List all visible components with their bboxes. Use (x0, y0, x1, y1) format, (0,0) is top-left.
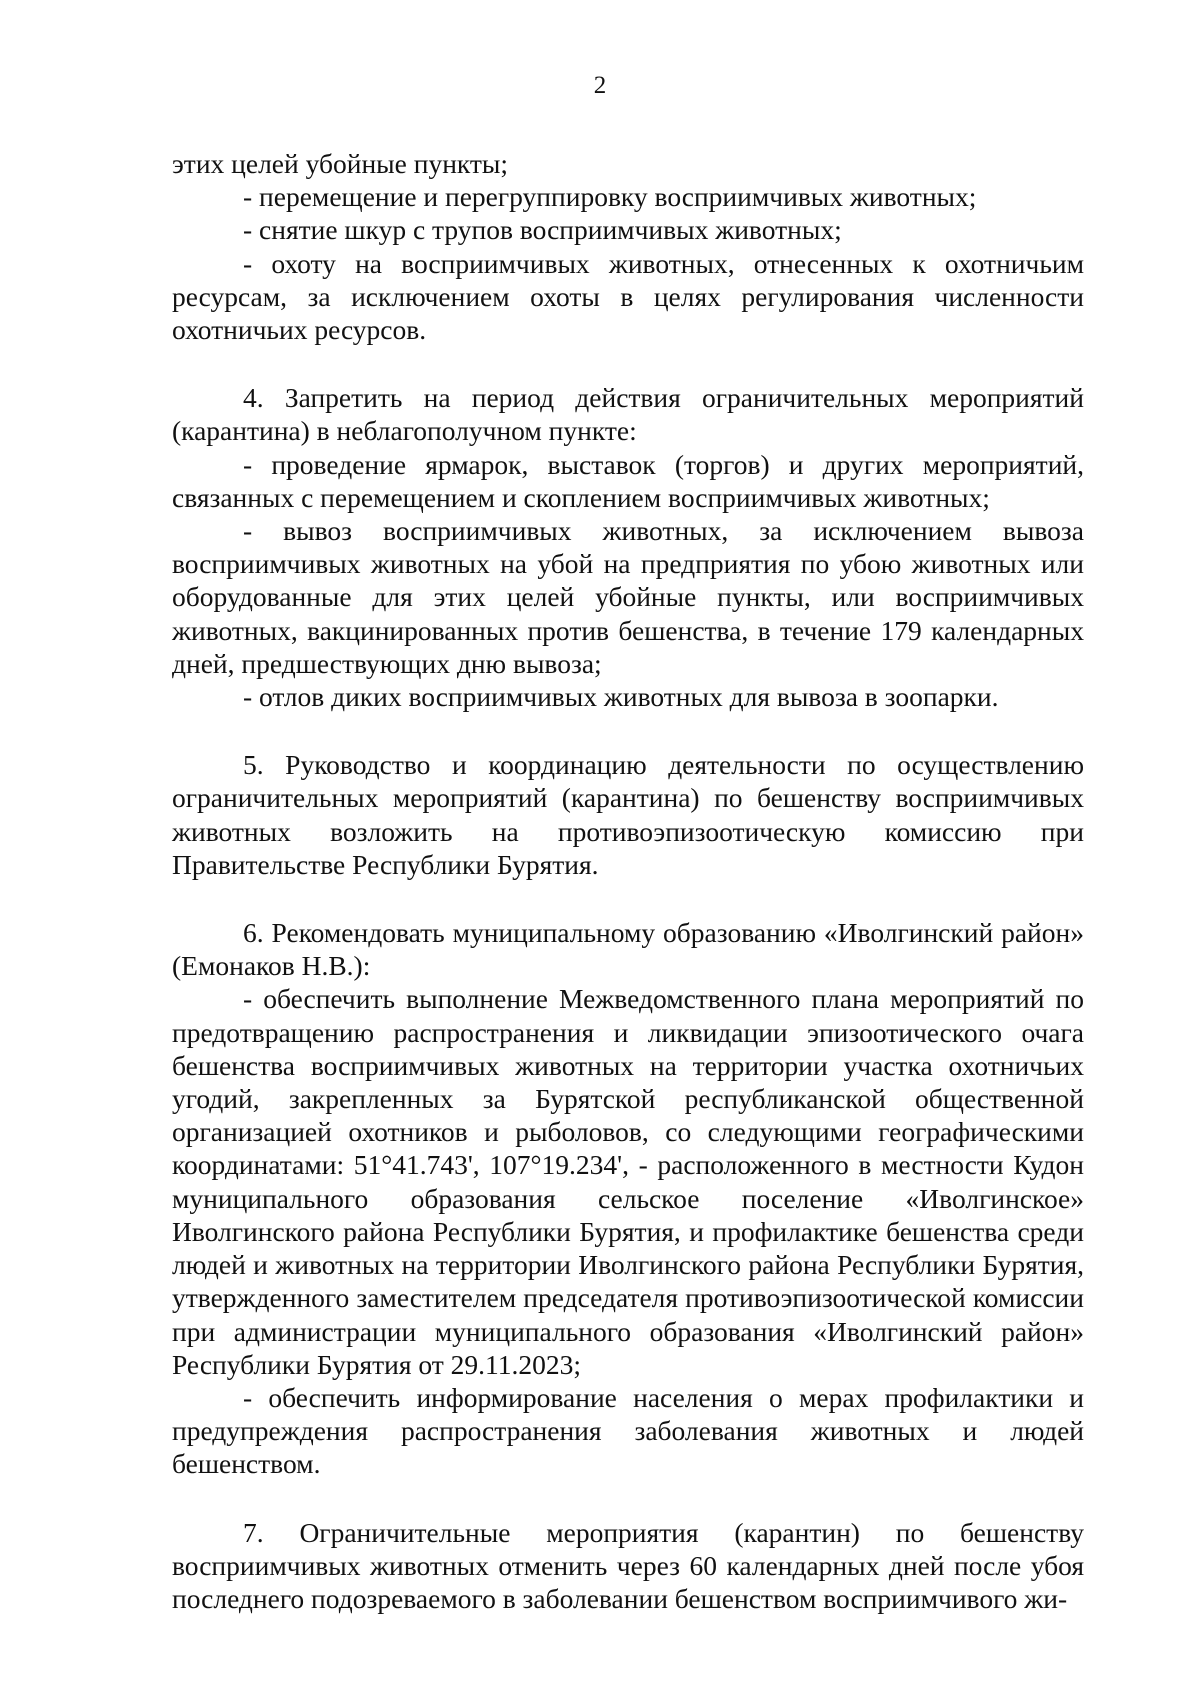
paragraph-continuation: этих целей убойные пункты; (172, 148, 509, 179)
clause-7: 7. Ограничительные мероприятия (карантин) по бешенству восприимчивых животных отменить через 60 календарных дней после убоя последнего подозреваемого в заболевании бешенством восприимчивого жи- (172, 1516, 1084, 1614)
clause-4: 4. Запретить на период действия ограничительных мероприятий (карантина) в неблагополучном пункте: (172, 382, 1084, 447)
list-item-relocation: - перемещение и перегруппировку восприимчивых животных; (243, 181, 977, 213)
list-item-plan: - обеспечить выполнение Межведомственного плана мероприятий по предотвращению распространения и ликвидации эпизоотического очага бешенства восприимчивых животных на территории участка охотничьих угодий, закрепленных за Бурятской республиканской общественной организацией охотников и рыболовов, со следующими географическими координатами: 51°41.743', 107°19.234', - расположенного в местности Кудон муниципального образования сельское поселение «Иволгинское» Иволгинского района Республики Бурятия, и профилактике бешенства среди людей и животных на территории Иволгинского района Республики Бурятия, утвержденного заместителем председателя противоэпизоотической комиссии при администрации муниципального образования «Иволгинский район» Республики Бурятия от 29.11.2023; (172, 983, 1084, 1380)
page-number: 2 (593, 72, 607, 99)
list-item-hunting: - охоту на восприимчивых животных, отнесенных к охотничьим ресурсам, за исключением охоты в целях регулирования численности охотничьих ресурсов. (172, 247, 1084, 346)
clause-6: 6. Рекомендовать муниципальному образованию «Иволгинский район» (Емонаков Н.В.): (172, 917, 1084, 982)
list-item-capture: - отлов диких восприимчивых животных для вывоза в зоопарки. (243, 681, 999, 713)
list-item-fairs: - проведение ярмарок, выставок (торгов) и других мероприятий, связанных с перемещением и скоплением восприимчивых животных; (172, 448, 1084, 513)
document-body (172, 147, 1084, 1615)
clause-5: 5. Руководство и координацию деятельности по осуществлению ограничительных мероприятий (карантина) по бешенству восприимчивых животных возложить на противоэпизоотическую комиссию при Правительстве Республики Бурятия. (172, 749, 1084, 880)
list-item-export: - вывоз восприимчивых животных, за исключением вывоза восприимчивых животных на убой на предприятия по убою животных или оборудованные для этих целей убойные пункты, или восприимчивых животных, вакцинированных против бешенства, в течение 179 календарных дней, предшествующих дню вывоза; (172, 515, 1084, 679)
list-item-skinning: - снятие шкур с трупов восприимчивых животных; (243, 214, 842, 246)
list-item-informing: - обеспечить информирование населения о мерах профилактики и предупреждения распространения заболевания животных и людей бешенством. (172, 1381, 1084, 1480)
